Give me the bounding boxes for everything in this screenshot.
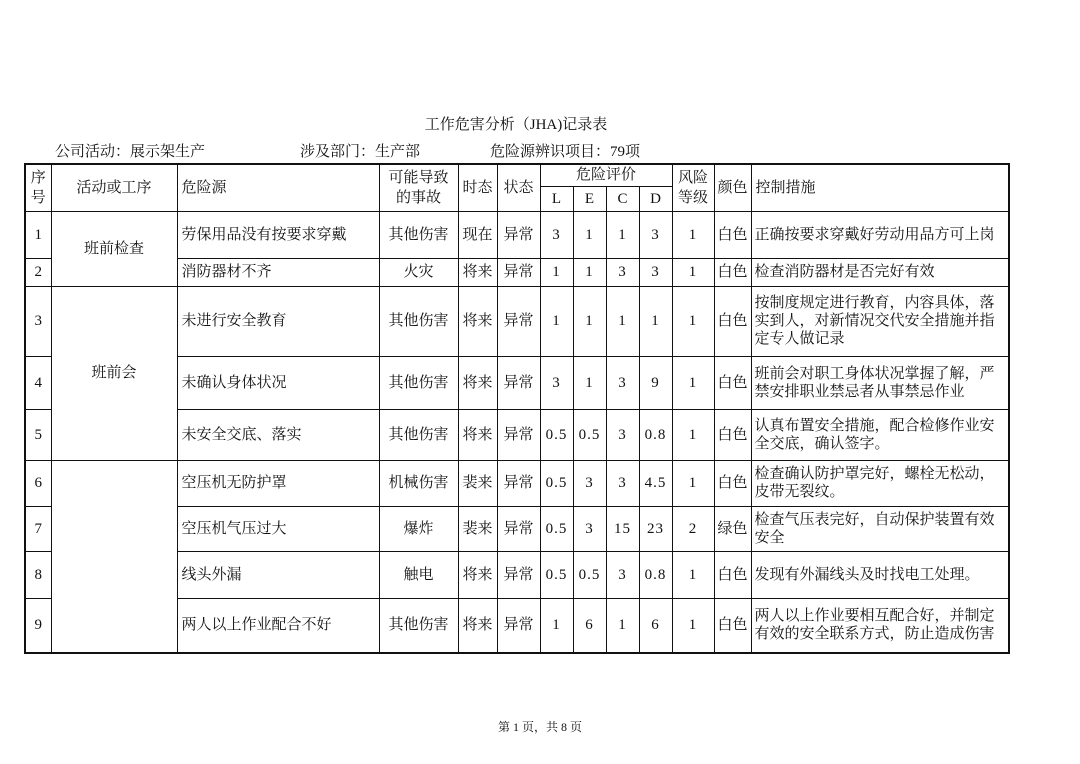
cell-no: 6: [25, 460, 51, 506]
cell-color: 白色: [714, 409, 751, 460]
cell-risk-level: 1: [672, 460, 714, 506]
header-tense: 时态: [458, 164, 497, 211]
cell-D: 6: [639, 598, 672, 653]
cell-D: 3: [639, 258, 672, 286]
cell-control: 认真布置安全措施，配合检修作业安全交底，确认签字。: [751, 409, 1009, 460]
cell-color: 白色: [714, 356, 751, 409]
cell-color: 白色: [714, 286, 751, 356]
header-D: D: [639, 186, 672, 211]
cell-L: 1: [540, 598, 573, 653]
cell-hazard: 未进行安全教育: [177, 286, 379, 356]
cell-E: 1: [573, 286, 606, 356]
cell-E: 1: [573, 258, 606, 286]
cell-tense: 裴来: [458, 506, 497, 551]
cell-tense: 裴来: [458, 460, 497, 506]
cell-L: 0.5: [540, 460, 573, 506]
cell-no: 1: [25, 211, 51, 258]
cell-hazard: 空压机无防护罩: [177, 460, 379, 506]
cell-risk-level: 1: [672, 258, 714, 286]
cell-state: 异常: [497, 258, 540, 286]
cell-color: 白色: [714, 258, 751, 286]
cell-E: 3: [573, 460, 606, 506]
cell-state: 异常: [497, 211, 540, 258]
cell-C: 1: [606, 286, 639, 356]
cell-E: 3: [573, 506, 606, 551]
cell-accident: 其他伤害: [379, 356, 458, 409]
cell-L: 1: [540, 258, 573, 286]
cell-hazard: 消防器材不齐: [177, 258, 379, 286]
cell-hazard: 线头外漏: [177, 551, 379, 598]
header-seq: [25, 164, 51, 211]
page-footer: 第 1 页，共 8 页: [497, 720, 582, 734]
cell-no: 8: [25, 551, 51, 598]
header-accident-text: 可能导致的事故: [388, 169, 449, 206]
document-title: 工作危害分析（JHA)记录表: [424, 117, 608, 133]
cell-accident: 其他伤害: [379, 409, 458, 460]
cell-L: 0.5: [540, 506, 573, 551]
cell-no: 9: [25, 598, 51, 653]
cell-risk-level: 1: [672, 598, 714, 653]
cell-control: 检查气压表完好，自动保护装置有效安全: [751, 506, 1009, 551]
header-seq-text: 序号: [30, 169, 46, 206]
cell-tense: 将来: [458, 551, 497, 598]
cell-tense: 将来: [458, 356, 497, 409]
cell-color: 白色: [714, 598, 751, 653]
cell-D: 1: [639, 286, 672, 356]
cell-color: 白色: [714, 211, 751, 258]
cell-C: 3: [606, 551, 639, 598]
cell-control: 检查消防器材是否完好有效: [751, 258, 1009, 286]
cell-E: 6: [573, 598, 606, 653]
cell-risk-level: 2: [672, 506, 714, 551]
cell-control: 按制度规定进行教育，内容具体，落实到人，对新情况交代安全措施并指定专人做记录: [751, 286, 1009, 356]
header-E: E: [573, 186, 606, 211]
cell-C: 3: [606, 258, 639, 286]
cell-control: 班前会对职工身体状况掌握了解，严禁安排职业禁忌者从事禁忌作业: [751, 356, 1009, 409]
cell-no: 5: [25, 409, 51, 460]
cell-control: 检查确认防护罩完好，螺栓无松动，皮带无裂纹。: [751, 460, 1009, 506]
jha-table: [24, 163, 1010, 654]
cell-D: 3: [639, 211, 672, 258]
cell-C: 3: [606, 409, 639, 460]
company-activity-label: 公司活动：展示架生产: [55, 144, 206, 160]
cell-accident: 其他伤害: [379, 211, 458, 258]
cell-hazard: 空压机气压过大: [177, 506, 379, 551]
cell-no: 3: [25, 286, 51, 356]
cell-activity: 班前会: [51, 286, 177, 460]
cell-L: 3: [540, 211, 573, 258]
cell-D: 0.8: [639, 409, 672, 460]
cell-tense: 现在: [458, 211, 497, 258]
cell-accident: 其他伤害: [379, 286, 458, 356]
header-risk-level-text: 风险等级: [678, 169, 709, 206]
cell-hazard: 未确认身体状况: [177, 356, 379, 409]
cell-no: 2: [25, 258, 51, 286]
cell-risk-level: 1: [672, 286, 714, 356]
cell-C: 1: [606, 598, 639, 653]
cell-D: 23: [639, 506, 672, 551]
cell-tense: 将来: [458, 286, 497, 356]
cell-state: 异常: [497, 356, 540, 409]
cell-control: 正确按要求穿戴好劳动用品方可上岗: [751, 211, 1009, 258]
cell-color: 绿色: [714, 506, 751, 551]
cell-hazard: 未安全交底、落实: [177, 409, 379, 460]
cell-state: 异常: [497, 551, 540, 598]
header-accident: [379, 164, 458, 211]
cell-C: 1: [606, 211, 639, 258]
cell-E: 0.5: [573, 551, 606, 598]
header-L: L: [540, 186, 573, 211]
department-label: 涉及部门：生产部: [300, 144, 421, 160]
header-state: 状态: [497, 164, 540, 211]
cell-risk-level: 1: [672, 409, 714, 460]
cell-color: 白色: [714, 460, 751, 506]
cell-C: 3: [606, 356, 639, 409]
cell-L: 0.5: [540, 551, 573, 598]
cell-accident: 机械伤害: [379, 460, 458, 506]
cell-L: 1: [540, 286, 573, 356]
header-risk-evaluation: 危险评价: [540, 164, 672, 186]
cell-accident: 其他伤害: [379, 598, 458, 653]
cell-E: 1: [573, 211, 606, 258]
cell-accident: 触电: [379, 551, 458, 598]
cell-D: 9: [639, 356, 672, 409]
cell-activity: 班前检查: [51, 211, 177, 286]
header-activity: 活动或工序: [51, 164, 177, 211]
header-hazard: 危险源: [177, 164, 379, 211]
table-row: [25, 460, 1009, 506]
table-row: [25, 286, 1009, 356]
table-row: [25, 211, 1009, 258]
cell-risk-level: 1: [672, 211, 714, 258]
cell-tense: 将来: [458, 409, 497, 460]
header-color: 颜色: [714, 164, 751, 211]
cell-L: 3: [540, 356, 573, 409]
cell-E: 0.5: [573, 409, 606, 460]
header-control: 控制措施: [751, 164, 1009, 211]
cell-accident: 火灾: [379, 258, 458, 286]
cell-no: 4: [25, 356, 51, 409]
header-row: [25, 164, 1009, 186]
header-risk-level: [672, 164, 714, 211]
cell-E: 1: [573, 356, 606, 409]
cell-state: 异常: [497, 598, 540, 653]
cell-D: 0.8: [639, 551, 672, 598]
header-C: C: [606, 186, 639, 211]
cell-C: 15: [606, 506, 639, 551]
cell-tense: 将来: [458, 258, 497, 286]
cell-state: 异常: [497, 286, 540, 356]
cell-hazard: 两人以上作业配合不好: [177, 598, 379, 653]
cell-risk-level: 1: [672, 551, 714, 598]
cell-D: 4.5: [639, 460, 672, 506]
cell-control: 两人以上作业要相互配合好，并制定有效的安全联系方式，防止造成伤害: [751, 598, 1009, 653]
cell-C: 3: [606, 460, 639, 506]
cell-accident: 爆炸: [379, 506, 458, 551]
cell-no: 7: [25, 506, 51, 551]
cell-tense: 将来: [458, 598, 497, 653]
cell-activity: [51, 460, 177, 653]
cell-state: 异常: [497, 506, 540, 551]
cell-risk-level: 1: [672, 356, 714, 409]
cell-state: 异常: [497, 409, 540, 460]
cell-control: 发现有外漏线头及时找电工处理。: [751, 551, 1009, 598]
cell-state: 异常: [497, 460, 540, 506]
cell-color: 白色: [714, 551, 751, 598]
hazard-count-label: 危险源辨识项目：79项: [490, 144, 641, 160]
cell-hazard: 劳保用品没有按要求穿戴: [177, 211, 379, 258]
cell-L: 0.5: [540, 409, 573, 460]
